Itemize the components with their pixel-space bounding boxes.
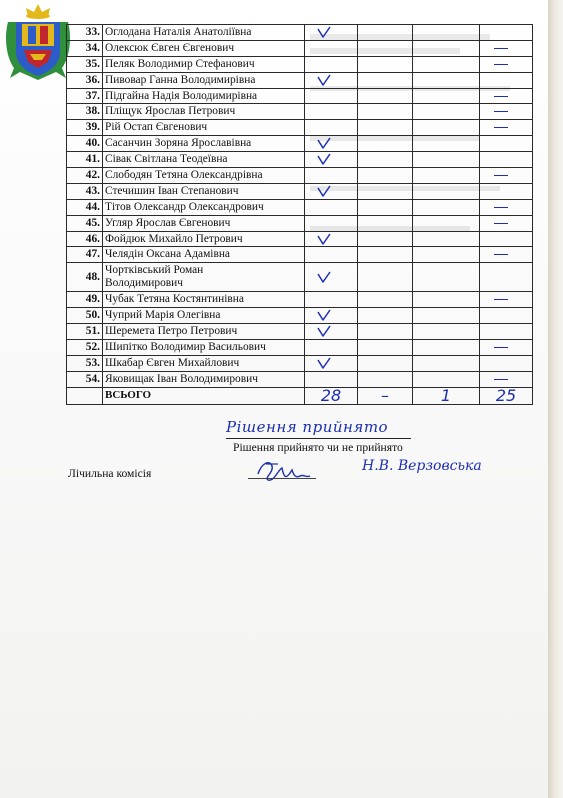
table-row [67, 56, 533, 72]
vote-for-cell [305, 308, 358, 324]
row-number: 33. [67, 25, 103, 41]
vote-abstain-cell [413, 231, 480, 247]
vote-abstain-cell [413, 88, 480, 104]
commission-member-signature: Н.В. Верзовська [362, 458, 482, 474]
not-voted-cell [480, 263, 533, 292]
member-name: Чуприй Марія Олегівна [103, 308, 305, 324]
totals-against: – [358, 387, 413, 404]
vote-against-cell [358, 324, 413, 340]
not-voted-cell [480, 72, 533, 88]
vote-against-cell [358, 355, 413, 371]
dash-mark-icon [494, 48, 508, 49]
dash-mark-icon [494, 64, 508, 65]
vote-for-cell [305, 168, 358, 184]
dash-mark-icon [494, 254, 508, 255]
vote-abstain-cell [413, 340, 480, 356]
vote-abstain-cell [413, 308, 480, 324]
vote-against-cell [358, 72, 413, 88]
not-voted-cell [480, 324, 533, 340]
member-name: Підгайна Надія Володимирівна [103, 88, 305, 104]
vote-against-cell [358, 340, 413, 356]
vote-for-cell [305, 104, 358, 120]
member-name: Оглодана Наталія Анатоліївна [103, 25, 305, 41]
vote-for-cell [305, 25, 358, 41]
dash-mark-icon [494, 175, 508, 176]
not-voted-cell [480, 104, 533, 120]
row-number: 48. [67, 263, 103, 292]
table-row [67, 371, 533, 387]
vote-abstain-cell [413, 183, 480, 199]
vote-for-cell [305, 136, 358, 152]
table-row [67, 152, 533, 168]
totals-for: 28 [305, 387, 358, 404]
vote-for-cell [305, 40, 358, 56]
table-row [67, 40, 533, 56]
vote-abstain-cell [413, 40, 480, 56]
row-number: 46. [67, 231, 103, 247]
vote-for-cell [305, 263, 358, 292]
decision-caption: Рішення прийнято чи не прийнято [233, 441, 403, 454]
not-voted-cell [480, 340, 533, 356]
not-voted-cell [480, 136, 533, 152]
vote-abstain-cell [413, 104, 480, 120]
vote-abstain-cell [413, 56, 480, 72]
row-number: 42. [67, 168, 103, 184]
vote-for-cell [305, 152, 358, 168]
check-mark-icon [317, 233, 331, 245]
vote-against-cell [358, 88, 413, 104]
row-number: 36. [67, 72, 103, 88]
not-voted-cell [480, 152, 533, 168]
vote-against-cell [358, 136, 413, 152]
vote-against-cell [358, 308, 413, 324]
vote-for-cell [305, 292, 358, 308]
table-row [67, 104, 533, 120]
not-voted-cell [480, 25, 533, 41]
not-voted-cell [480, 40, 533, 56]
vote-against-cell [358, 215, 413, 231]
table-row [67, 355, 533, 371]
vote-for-cell [305, 215, 358, 231]
vote-against-cell [358, 263, 413, 292]
check-mark-icon [317, 26, 331, 38]
not-voted-cell [480, 56, 533, 72]
member-name: Олексюк Євген Євгенович [103, 40, 305, 56]
member-name: Тітов Олександр Олександрович [103, 199, 305, 215]
vote-abstain-cell [413, 215, 480, 231]
vote-for-cell [305, 231, 358, 247]
dash-mark-icon [494, 223, 508, 224]
vote-abstain-cell [413, 168, 480, 184]
table-row [67, 292, 533, 308]
not-voted-cell [480, 292, 533, 308]
page-shadow-edge [548, 0, 563, 798]
table-row [67, 199, 533, 215]
totals-not-voted: 25 [480, 387, 533, 404]
member-name: Рій Остап Євгенович [103, 120, 305, 136]
vote-for-cell [305, 56, 358, 72]
row-number: 40. [67, 136, 103, 152]
member-name: Угляр Ярослав Євгенович [103, 215, 305, 231]
row-number: 45. [67, 215, 103, 231]
votes-table [66, 24, 533, 405]
not-voted-cell [480, 120, 533, 136]
dash-mark-icon [494, 299, 508, 300]
check-mark-icon [317, 153, 331, 165]
check-mark-icon [317, 271, 331, 283]
vote-abstain-cell [413, 25, 480, 41]
vote-against-cell [358, 152, 413, 168]
vote-for-cell [305, 183, 358, 199]
vote-abstain-cell [413, 136, 480, 152]
member-name: Чортківський Роман Володимирович [103, 263, 305, 292]
vote-for-cell [305, 324, 358, 340]
table-row [67, 25, 533, 41]
not-voted-cell [480, 199, 533, 215]
not-voted-cell [480, 183, 533, 199]
row-number: 52. [67, 340, 103, 356]
not-voted-cell [480, 231, 533, 247]
vote-against-cell [358, 247, 413, 263]
vote-abstain-cell [413, 247, 480, 263]
table-row [67, 120, 533, 136]
dash-mark-icon [494, 127, 508, 128]
vote-against-cell [358, 120, 413, 136]
not-voted-cell [480, 371, 533, 387]
table-row [67, 340, 533, 356]
row-number: 49. [67, 292, 103, 308]
row-number: 39. [67, 120, 103, 136]
table-row [67, 215, 533, 231]
not-voted-cell [480, 215, 533, 231]
vote-against-cell [358, 371, 413, 387]
not-voted-cell [480, 88, 533, 104]
row-number: 37. [67, 88, 103, 104]
vote-for-cell [305, 120, 358, 136]
coat-of-arms-icon [2, 2, 74, 82]
vote-abstain-cell [413, 72, 480, 88]
row-number: 44. [67, 199, 103, 215]
vote-for-cell [305, 199, 358, 215]
member-name: Слободян Тетяна Олександрівна [103, 168, 305, 184]
table-row [67, 88, 533, 104]
vote-abstain-cell [413, 292, 480, 308]
table-row [67, 231, 533, 247]
vote-for-cell [305, 340, 358, 356]
vote-for-cell [305, 247, 358, 263]
row-number: 34. [67, 40, 103, 56]
vote-abstain-cell [413, 120, 480, 136]
row-number: 50. [67, 308, 103, 324]
member-name: Шкабар Євген Михайлович [103, 355, 305, 371]
member-name: Сівак Світлана Теодеївна [103, 152, 305, 168]
check-mark-icon [317, 309, 331, 321]
vote-against-cell [358, 104, 413, 120]
vote-abstain-cell [413, 152, 480, 168]
member-name: Чубак Тетяна Костянтинівна [103, 292, 305, 308]
table-row [67, 247, 533, 263]
vote-against-cell [358, 168, 413, 184]
table-row [67, 308, 533, 324]
dash-mark-icon [494, 207, 508, 208]
vote-against-cell [358, 183, 413, 199]
counting-commission-label: Лічильна комісія [68, 467, 152, 480]
totals-num-cell [67, 387, 103, 404]
member-name: Стечишин Іван Степанович [103, 183, 305, 199]
member-name: Шеремета Петро Петрович [103, 324, 305, 340]
check-mark-icon [317, 74, 331, 86]
member-name: Челядін Оксана Адамівна [103, 247, 305, 263]
totals-row [67, 387, 533, 404]
vote-for-cell [305, 72, 358, 88]
vote-for-cell [305, 355, 358, 371]
member-name: Пліщук Ярослав Петрович [103, 104, 305, 120]
vote-against-cell [358, 292, 413, 308]
table-row [67, 72, 533, 88]
handwritten-decision: Рішення прийнято [226, 418, 389, 436]
row-number: 54. [67, 371, 103, 387]
decision-underline [226, 438, 411, 439]
signature-icon [252, 456, 312, 486]
vote-abstain-cell [413, 371, 480, 387]
row-number: 53. [67, 355, 103, 371]
table-row [67, 136, 533, 152]
table-row [67, 183, 533, 199]
not-voted-cell [480, 168, 533, 184]
vote-against-cell [358, 56, 413, 72]
vote-abstain-cell [413, 199, 480, 215]
dash-mark-icon [494, 111, 508, 112]
member-name: Шипітко Володимир Васильович [103, 340, 305, 356]
vote-against-cell [358, 25, 413, 41]
vote-against-cell [358, 199, 413, 215]
check-mark-icon [317, 137, 331, 149]
vote-for-cell [305, 371, 358, 387]
row-number: 51. [67, 324, 103, 340]
row-number: 43. [67, 183, 103, 199]
member-name: Сасанчин Зоряна Ярославівна [103, 136, 305, 152]
member-name: Яковищак Іван Володимирович [103, 371, 305, 387]
dash-mark-icon [494, 379, 508, 380]
member-name: Фойдюк Михайло Петрович [103, 231, 305, 247]
vote-for-cell [305, 88, 358, 104]
vote-abstain-cell [413, 263, 480, 292]
vote-abstain-cell [413, 355, 480, 371]
vote-against-cell [358, 231, 413, 247]
table-row [67, 263, 533, 292]
table-row [67, 324, 533, 340]
check-mark-icon [317, 325, 331, 337]
row-number: 47. [67, 247, 103, 263]
not-voted-cell [480, 247, 533, 263]
vote-against-cell [358, 40, 413, 56]
vote-abstain-cell [413, 324, 480, 340]
row-number: 35. [67, 56, 103, 72]
row-number: 38. [67, 104, 103, 120]
totals-abstained: 1 [413, 387, 480, 404]
not-voted-cell [480, 355, 533, 371]
check-mark-icon [317, 357, 331, 369]
table-row [67, 168, 533, 184]
dash-mark-icon [494, 96, 508, 97]
member-name: Пеляк Володимир Стефанович [103, 56, 305, 72]
check-mark-icon [317, 185, 331, 197]
dash-mark-icon [494, 347, 508, 348]
row-number: 41. [67, 152, 103, 168]
not-voted-cell [480, 308, 533, 324]
member-name: Пивовар Ганна Володимирівна [103, 72, 305, 88]
totals-label: ВСЬОГО [103, 387, 305, 404]
signature-underline [248, 478, 316, 479]
